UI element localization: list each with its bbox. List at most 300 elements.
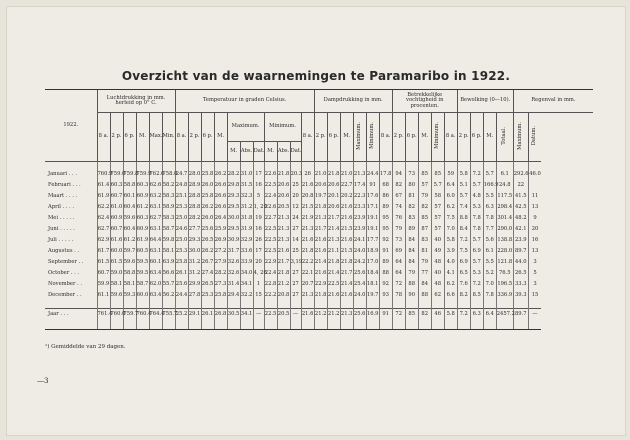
- table-cell: 21.2: [314, 309, 327, 322]
- table-cell: 7.2: [457, 309, 470, 322]
- table-cell: 83: [405, 213, 418, 224]
- table-cell: 12: [290, 202, 301, 213]
- table-cell: 40: [431, 235, 444, 246]
- document-page: [6, 6, 626, 436]
- table-cell: [528, 180, 541, 191]
- table-cell: 57: [431, 202, 444, 213]
- table-cell: 21.3: [327, 235, 340, 246]
- table-cell: 48: [431, 279, 444, 290]
- table-cell: 25: [290, 246, 301, 257]
- table-cell: 56.2: [162, 290, 175, 301]
- table-cell: 20.6: [327, 202, 340, 213]
- table-cell: 20.6: [277, 191, 290, 202]
- row-label: Juni . . . . .: [48, 225, 75, 232]
- table-row: [45, 268, 593, 279]
- table-cell: 89: [379, 202, 392, 213]
- table-cell: 73: [405, 169, 418, 180]
- table-cell: 762.6: [149, 169, 162, 180]
- table-cell: 59.0: [110, 268, 123, 279]
- table-cell: 20: [528, 224, 541, 235]
- table-cell: 30.9: [227, 235, 240, 246]
- table-cell: 82: [392, 180, 405, 191]
- table-cell: 8.4: [457, 224, 470, 235]
- table-cell: 290.0: [496, 224, 513, 235]
- table-cell: 80: [405, 180, 418, 191]
- table-cell: 21.2: [277, 279, 290, 290]
- observations-table: [45, 89, 593, 330]
- table-cell: 94: [392, 169, 405, 180]
- table-cell: 20.5: [277, 202, 290, 213]
- row-label: Juli . . . . .: [48, 236, 74, 243]
- table-cell: 6.4: [444, 180, 457, 191]
- table-cell: 25.6: [353, 268, 366, 279]
- table-cell: 15: [253, 290, 264, 301]
- table-cell: 59.6: [123, 257, 136, 268]
- table-cell: 21.6: [301, 235, 314, 246]
- vapor-8a: 8 a.: [301, 113, 314, 162]
- table-cell: 31.2: [188, 268, 201, 279]
- table-cell: 5.7: [457, 191, 470, 202]
- table-cell: 23.9: [513, 235, 528, 246]
- table-cell: 755.7: [162, 309, 175, 322]
- table-cell: 21.8: [277, 268, 290, 279]
- table-cell: 26.0: [201, 213, 214, 224]
- table-cell: 41.5: [513, 191, 528, 202]
- table-cell: 91: [379, 246, 392, 257]
- table-cell: 6.5: [457, 268, 470, 279]
- table-cell: 59: [444, 169, 457, 180]
- table-cell: 25.3: [201, 290, 214, 301]
- humidity-minimum: Minimum.: [431, 113, 444, 162]
- table-cell: 59.3: [123, 290, 136, 301]
- table-cell: 6.3: [470, 309, 483, 322]
- table-cell: 64: [392, 268, 405, 279]
- table-cell: 6.1: [483, 246, 496, 257]
- table-cell: 60.9: [110, 213, 123, 224]
- row-label: Februari . . .: [48, 181, 81, 188]
- temp-minimum-header: Minimum.: [264, 113, 301, 142]
- table-cell: 26.0: [201, 180, 214, 191]
- table-cell: 17.4: [353, 180, 366, 191]
- table-cell: 25.6: [201, 224, 214, 235]
- table-cell: 58.7: [162, 224, 175, 235]
- table-cell: 5.7: [483, 169, 496, 180]
- table-cell: 16: [528, 235, 541, 246]
- table-cell: 22: [513, 180, 528, 191]
- table-cell: 7.2: [470, 169, 483, 180]
- table-cell: 4.8: [470, 191, 483, 202]
- table-cell: 26.5: [513, 268, 528, 279]
- table-cell: 24.4: [175, 290, 188, 301]
- table-cell: 22.5: [264, 309, 277, 322]
- table-cell: 60.4: [123, 224, 136, 235]
- table-cell: 30.0: [188, 246, 201, 257]
- table-cell: 31.5: [240, 180, 253, 191]
- table-cell: 21.8: [277, 169, 290, 180]
- table-cell: 17.6: [366, 191, 379, 202]
- table-cell: 29.9: [188, 279, 201, 290]
- table-cell: 760.0: [110, 309, 123, 322]
- table-cell: 26.6: [214, 180, 227, 191]
- table-cell: 60.7: [110, 191, 123, 202]
- table-cell: 34.0: [240, 268, 253, 279]
- temp-m: M.: [214, 113, 227, 162]
- table-row: [45, 180, 593, 191]
- rain-maximum: Maximum.: [513, 113, 528, 162]
- table-cell: 31.2: [188, 257, 201, 268]
- table-cell: 83: [418, 235, 431, 246]
- table-cell: 26.2: [201, 246, 214, 257]
- table-cell: 30.5: [227, 309, 240, 322]
- year-label: 1922.: [45, 90, 97, 162]
- pressure-min: Min.: [162, 113, 175, 162]
- table-cell: 21.8: [314, 290, 327, 301]
- table-cell: 74: [392, 202, 405, 213]
- table-cell: 86: [379, 191, 392, 202]
- table-cell: 60.4: [123, 202, 136, 213]
- table-cell: 91: [379, 309, 392, 322]
- table-cell: 33.6: [240, 246, 253, 257]
- table-cell: 60.9: [136, 224, 149, 235]
- table-cell: 62.0: [149, 279, 162, 290]
- table-cell: 7.8: [470, 224, 483, 235]
- table-cell: 5: [253, 191, 264, 202]
- table-cell: 7.7: [483, 224, 496, 235]
- humidity-2p: 2 p.: [392, 113, 405, 162]
- table-cell: 22.9: [264, 257, 277, 268]
- table-cell: 17: [253, 169, 264, 180]
- table-cell: 60.0: [110, 246, 123, 257]
- table-cell: 5.3: [470, 268, 483, 279]
- table-cell: 81: [418, 246, 431, 257]
- table-cell: 81: [405, 191, 418, 202]
- table-cell: 6.4: [483, 309, 496, 322]
- table-cell: 7.2: [470, 279, 483, 290]
- table-cell: 92: [379, 235, 392, 246]
- table-cell: 24.0: [353, 246, 366, 257]
- vapor-maximum: Maximum.: [353, 113, 366, 162]
- table-cell: 22.4: [264, 191, 277, 202]
- table-cell: 21.7: [340, 268, 353, 279]
- table-cell: 6.0: [444, 191, 457, 202]
- table-cell: 31.7: [227, 246, 240, 257]
- table-cell: 21.3: [353, 169, 366, 180]
- table-cell: 7.6: [457, 279, 470, 290]
- table-cell: 22.7: [340, 180, 353, 191]
- table-cell: 24.6: [175, 224, 188, 235]
- temp-min-abs: Abs.: [277, 142, 290, 162]
- table-cell: 22.5: [327, 279, 340, 290]
- row-label: Maart . . . .: [48, 192, 78, 199]
- table-cell: 58.9: [162, 202, 175, 213]
- table-cell: 82: [418, 202, 431, 213]
- table-cell: 26.5: [201, 279, 214, 290]
- table-cell: 89.7: [513, 309, 528, 322]
- table-cell: 25: [290, 180, 301, 191]
- table-cell: 89: [405, 224, 418, 235]
- table-cell: 21.8: [327, 169, 340, 180]
- humidity-group-header: Betrekkelijke vochtigheid in procenten.: [392, 90, 457, 113]
- table-cell: 60.9: [136, 191, 149, 202]
- table-cell: 42.1: [513, 224, 528, 235]
- table-cell: 21.3: [277, 213, 290, 224]
- table-cell: 28.9: [188, 180, 201, 191]
- table-cell: 764.4: [149, 309, 162, 322]
- table-cell: 24.4: [366, 169, 379, 180]
- table-cell: 24.0: [353, 290, 366, 301]
- vapor-group-header: Dampdrukking in mm.: [314, 90, 392, 113]
- table-header: [45, 90, 593, 162]
- table-cell: 25.2: [175, 309, 188, 322]
- vapor-m: M.: [340, 113, 353, 162]
- table-cell: 79: [405, 268, 418, 279]
- table-cell: 21.3: [301, 290, 314, 301]
- table-cell: 62.7: [149, 213, 162, 224]
- table-cell: 8.8: [457, 213, 470, 224]
- table-cell: 25.0: [175, 213, 188, 224]
- table-cell: 69: [392, 246, 405, 257]
- table-cell: 27.2: [214, 246, 227, 257]
- table-row: [45, 213, 593, 224]
- table-cell: 166.9: [483, 180, 496, 191]
- table-cell: 95: [379, 224, 392, 235]
- table-cell: 21.4: [327, 268, 340, 279]
- table-cell: 25.0: [175, 235, 188, 246]
- table-cell: 21.8: [327, 257, 340, 268]
- table-cell: 58.3: [162, 213, 175, 224]
- table-cell: 57: [431, 224, 444, 235]
- table-cell: 58.1: [123, 279, 136, 290]
- table-cell: 27: [290, 290, 301, 301]
- table-cell: 84: [405, 246, 418, 257]
- table-cell: 14: [290, 235, 301, 246]
- table-cell: 27: [290, 268, 301, 279]
- table-cell: 48: [431, 257, 444, 268]
- table-cell: 25.8: [201, 169, 214, 180]
- table-cell: 27: [290, 279, 301, 290]
- table-cell: 26.5: [201, 235, 214, 246]
- footnote: ¹) Gemiddelde van 29 dagen.: [45, 344, 126, 350]
- table-cell: 61.0: [110, 202, 123, 213]
- table-cell: 33.3: [513, 279, 528, 290]
- table-cell: 21.6: [301, 180, 314, 191]
- humidity-6p: 6 p.: [405, 113, 418, 162]
- table-cell: 60.3: [136, 213, 149, 224]
- table-cell: 84: [405, 235, 418, 246]
- table-cell: 84: [405, 257, 418, 268]
- table-cell: 60.3: [110, 180, 123, 191]
- table-cell: 4, 26: [253, 268, 264, 279]
- table-cell: 88: [405, 279, 418, 290]
- table-cell: 76: [392, 213, 405, 224]
- table-cell: 25.8: [201, 191, 214, 202]
- spacer-row: [45, 321, 593, 330]
- table-cell: 22.3: [353, 191, 366, 202]
- table-cell: 3.9: [444, 246, 457, 257]
- table-cell: 6.2: [444, 279, 457, 290]
- rain-group-header: Regenval in mm.: [513, 90, 593, 113]
- table-cell: 25.6: [353, 309, 366, 322]
- table-cell: 33.9: [240, 257, 253, 268]
- row-label: Januari . . .: [48, 170, 77, 177]
- table-cell: 22.9: [314, 279, 327, 290]
- table-cell: 21.3: [277, 224, 290, 235]
- table-cell: 3: [528, 279, 541, 290]
- temp-max-m: M.: [227, 142, 240, 162]
- table-row: [45, 290, 593, 301]
- table-cell: 13: [528, 202, 541, 213]
- table-cell: 23.9: [353, 224, 366, 235]
- table-cell: 89.7: [513, 246, 528, 257]
- table-row: [45, 279, 593, 290]
- table-cell: 761.4: [97, 309, 110, 322]
- table-cell: 63.4: [149, 268, 162, 279]
- table-cell: 27.3: [214, 279, 227, 290]
- humidity-m: M.: [418, 113, 431, 162]
- table-cell: 31.2: [240, 202, 253, 213]
- table-cell: 759.7: [123, 309, 136, 322]
- table-cell: 21.0: [314, 169, 327, 180]
- table-cell: 21.5: [301, 202, 314, 213]
- table-row: [45, 224, 593, 235]
- table-cell: 20.8: [301, 191, 314, 202]
- table-cell: 21.9: [301, 213, 314, 224]
- table-cell: 61.1: [97, 290, 110, 301]
- pressure-8a: 8 a.: [97, 113, 110, 162]
- table-cell: 62.9: [97, 235, 110, 246]
- table-cell: 72: [392, 309, 405, 322]
- table-cell: 21.6: [314, 268, 327, 279]
- table-cell: 26.4: [214, 213, 227, 224]
- table-cell: 20.1: [327, 191, 340, 202]
- rain-total: Totaal.: [496, 113, 513, 162]
- table-cell: 26.6: [214, 191, 227, 202]
- table-cell: 6.9: [470, 246, 483, 257]
- table-cell: 18.1: [366, 279, 379, 290]
- cloud-2p: 2 p.: [457, 113, 470, 162]
- table-row: [45, 202, 593, 213]
- table-cell: 59.9: [97, 279, 110, 290]
- table-cell: 19.1: [366, 224, 379, 235]
- table-cell: 759.9: [136, 169, 149, 180]
- table-cell: 30.0: [227, 213, 240, 224]
- table-cell: 29.1: [188, 309, 201, 322]
- table-cell: 20: [290, 191, 301, 202]
- table-cell: 29.8: [227, 180, 240, 191]
- temp-min-m: M.: [264, 142, 277, 162]
- row-label: Jaar . . .: [45, 309, 97, 322]
- table-cell: 63.4: [149, 290, 162, 301]
- table-cell: 7.4: [457, 202, 470, 213]
- table-cell: 759.8: [123, 169, 136, 180]
- table-cell: 11: [528, 191, 541, 202]
- temp-8a: 8 a.: [175, 113, 188, 162]
- table-cell: 28.2: [214, 268, 227, 279]
- table-cell: 301.4: [496, 213, 513, 224]
- table-cell: 32.2: [240, 290, 253, 301]
- table-cell: 93: [379, 290, 392, 301]
- page-number: —3: [37, 377, 49, 385]
- table-cell: 117.5: [496, 191, 513, 202]
- table-cell: 61.2: [136, 202, 149, 213]
- vapor-2p: 2 p.: [314, 113, 327, 162]
- table-cell: 20.3: [290, 169, 301, 180]
- table-cell: 7.2: [457, 235, 470, 246]
- table-cell: 7.5: [457, 246, 470, 257]
- table-cell: 62: [431, 290, 444, 301]
- table-cell: 59.5: [136, 268, 149, 279]
- table-row: [45, 309, 593, 322]
- table-row: [45, 191, 593, 202]
- table-cell: 27.8: [188, 290, 201, 301]
- table-cell: 28.2: [188, 213, 201, 224]
- table-cell: 28.0: [188, 169, 201, 180]
- table-cell: 758.0: [162, 169, 175, 180]
- table-cell: 24.8: [496, 180, 513, 191]
- table-cell: 5.7: [470, 235, 483, 246]
- table-cell: 21.3: [314, 213, 327, 224]
- table-cell: 72: [392, 279, 405, 290]
- table-cell: 92: [379, 279, 392, 290]
- table-cell: 5.3: [470, 202, 483, 213]
- table-cell: 26.6: [214, 202, 227, 213]
- table-cell: 21.6: [327, 290, 340, 301]
- table-cell: 21.3: [277, 235, 290, 246]
- table-cell: 79: [392, 224, 405, 235]
- table-cell: 138.8: [496, 235, 513, 246]
- table-cell: 28.2: [227, 169, 240, 180]
- table-cell: 59.7: [123, 246, 136, 257]
- table-cell: 84: [418, 279, 431, 290]
- table-cell: 87: [418, 224, 431, 235]
- table-cell: 48.2: [513, 213, 528, 224]
- table-cell: 17.0: [366, 257, 379, 268]
- cloud-8a: 8 a.: [444, 113, 457, 162]
- table-cell: 17.8: [379, 169, 392, 180]
- temperature-group-header: Temperatuur in graden Celsius.: [175, 90, 314, 113]
- table-cell: 22.6: [264, 202, 277, 213]
- table-cell: 121.8: [496, 257, 513, 268]
- table-cell: 57: [431, 213, 444, 224]
- table-cell: 90: [405, 290, 418, 301]
- table-cell: 27.9: [214, 257, 227, 268]
- table-cell: 19.7: [366, 290, 379, 301]
- table-cell: 29.3: [188, 235, 201, 246]
- table-cell: 5.5: [483, 257, 496, 268]
- table-cell: 21.0: [340, 169, 353, 180]
- table-cell: 20.6: [327, 180, 340, 191]
- table-cell: 32.6: [227, 257, 240, 268]
- table-cell: 62.6: [149, 180, 162, 191]
- table-cell: 7.0: [444, 224, 457, 235]
- table-cell: 25.4: [353, 279, 366, 290]
- table-cell: 7.8: [483, 213, 496, 224]
- table-cell: 26.1: [175, 268, 188, 279]
- table-cell: 760.4: [136, 309, 149, 322]
- table-cell: 6.2: [444, 202, 457, 213]
- page-title: Overzicht van de waarnemingen te Paramaribo in 1922.: [121, 69, 511, 83]
- row-label: October . . .: [48, 269, 80, 276]
- table-cell: 26.9: [214, 235, 227, 246]
- table-cell: 78: [392, 290, 405, 301]
- table-cell: 21.4: [327, 224, 340, 235]
- table-cell: 21.3: [340, 309, 353, 322]
- table-cell: 3: [528, 257, 541, 268]
- table-cell: 22.8: [264, 279, 277, 290]
- table-cell: 6.6: [444, 290, 457, 301]
- rain-date: Datum.: [528, 113, 541, 162]
- table-cell: 25.9: [214, 224, 227, 235]
